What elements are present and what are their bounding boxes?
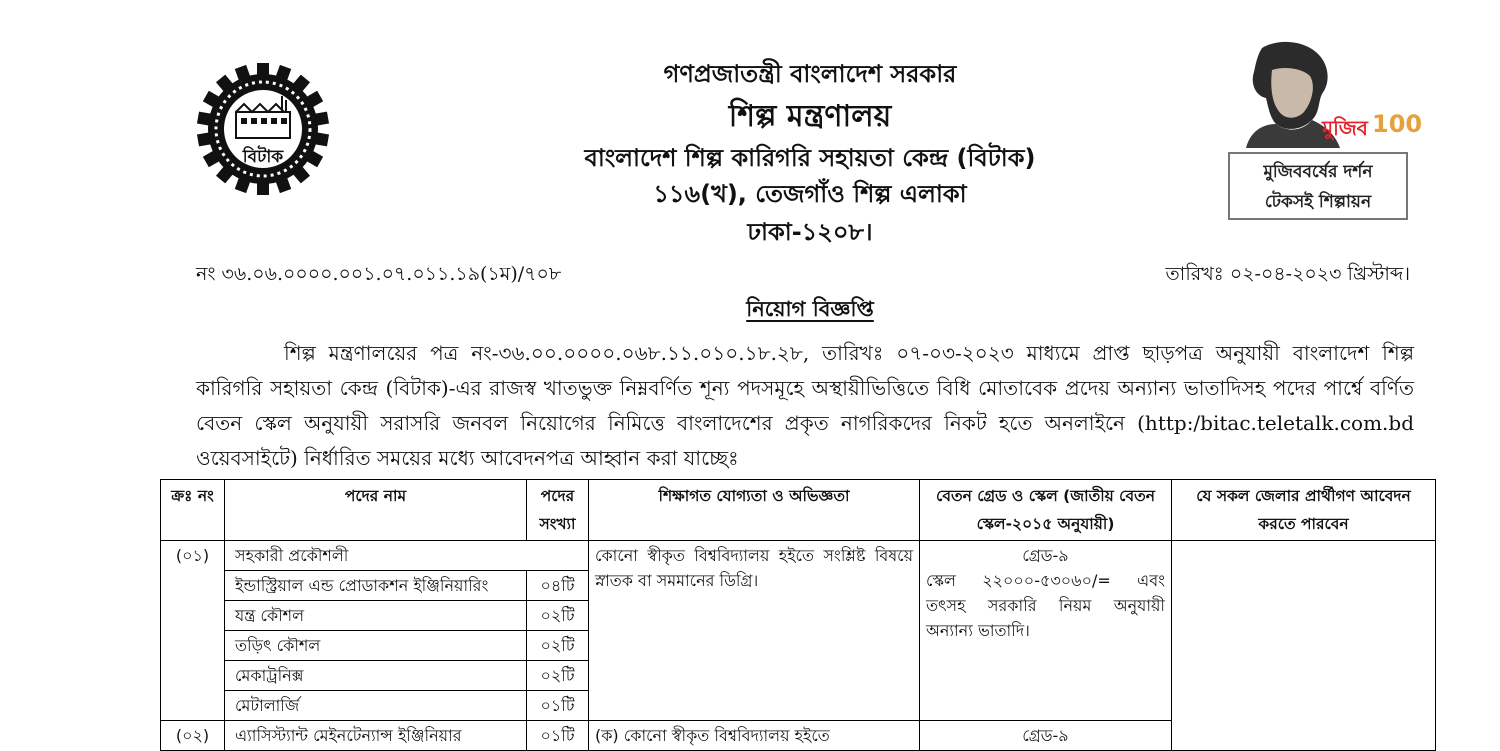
notice-body: শিল্প মন্ত্রণালয়ের পত্র নং-৩৬.০০.০০০০.০৬৮.১১.০১০.১৮.২৮, তারিখঃ ০৭-০৩-২০২৩ মাধ্যমে প্রাপ্ত ছাড়পত্র অনুযায়ী বাংলাদেশ শিল্প কারিগরি সহায়তা কেন্দ্র (বিটাক)-এর রাজস্ব খাতভুক্ত নিম্নবর্ণিত শূন্য পদসমূহে অস্থায়ীভিত্তিতে বিধি মোতাবেক প্রদেয় অন্যান্য ভাতাদিসহ পদের পার্শ্বে বর্ণিত বেতন স্কেল অনুযায়ী সরাসরি জনবল নিয়োগের নিমিত্তে বাংলাদেশের প্রকৃত নাগরিকদের নিকট হতে অনলাইনে (http:/bitac.teletalk.com.bd ওয়েবসাইটে) নির্ধারিত সময়ের মধ্যে আবেদনপত্র আহ্বান করা যাচ্ছেঃ bbox=[196, 341, 1414, 470]
row1-sub-count: ০৪টি bbox=[527, 571, 589, 601]
notice-title bbox=[550, 293, 1070, 328]
row2-serial: (০২) bbox=[161, 721, 225, 751]
vacancy-table bbox=[160, 479, 1436, 751]
row1-sub-post: যন্ত্র কৌশল bbox=[225, 601, 527, 631]
memo-reference: নং ৩৬.০৬.০০০০.০০১.০৭.০১১.১৯(১ম)/৭০৮ bbox=[196, 263, 562, 285]
mujib-logo-word: মুজিব bbox=[1322, 116, 1368, 140]
row1-serial: (০১) bbox=[161, 541, 225, 721]
header-count: পদের সংখ্যা bbox=[527, 480, 589, 541]
row2-grade: গ্রেড-৯ bbox=[920, 721, 1172, 751]
gear-seal-icon bbox=[196, 62, 330, 196]
header-districts: যে সকল জেলার প্রার্থীগণ আবেদন করতে পারবেন bbox=[1172, 480, 1436, 541]
seal-center-text: বিটাক bbox=[242, 147, 284, 167]
row1-sub-post: মেটালার্জি bbox=[225, 691, 527, 721]
organization-title: বাংলাদেশ শিল্প কারিগরি সহায়তা কেন্দ্র (বিটাক) bbox=[584, 144, 1036, 172]
header-qualification: শিক্ষাগত যোগ্যতা ও অভিজ্ঞতা bbox=[589, 480, 920, 541]
row1-qualification: কোনো স্বীকৃত বিশ্ববিদ্যালয় হইতে সংশ্লিষ্ট বিষয়ে স্নাতক বা সমমানের ডিগ্রি। bbox=[589, 541, 920, 721]
bitac-seal-logo bbox=[196, 62, 330, 196]
table-header-row bbox=[161, 480, 1436, 541]
row1-sub-count: ০২টি bbox=[527, 661, 589, 691]
header-post: পদের নাম bbox=[225, 480, 527, 541]
mujib-slogan-box bbox=[1228, 152, 1408, 220]
row1-sub-post: ইন্ডাস্ট্রিয়াল এন্ড প্রোডাকশন ইঞ্জিনিয়ারিং bbox=[225, 571, 527, 601]
row1-grade-cell bbox=[920, 541, 1172, 721]
mujib-logo-number: 100 bbox=[1372, 110, 1423, 138]
districts-cell bbox=[1172, 541, 1436, 751]
header-grade: বেতন গ্রেড ও স্কেল (জাতীয় বেতন স্কেল-২০১৫ অনুযায়ী) bbox=[920, 480, 1172, 541]
organization-city: ঢাকা-১২০৮। bbox=[747, 218, 873, 246]
row1-sub-post: তড়িৎ কৌশল bbox=[225, 631, 527, 661]
mujib-slogan-line2: টেকসই শিল্পায়ন bbox=[1264, 192, 1372, 212]
mujib-slogan-line1: মুজিববর্ষের দর্শন bbox=[1263, 162, 1373, 182]
header-serial: ক্রঃ নং bbox=[161, 480, 225, 541]
row1-sub-count: ০২টি bbox=[527, 601, 589, 631]
mujib-100-logo bbox=[1226, 40, 1423, 226]
row2-post: এ্যাসিস্ট্যান্ট মেইনটেন্যান্স ইঞ্জিনিয়ার bbox=[225, 721, 527, 751]
memo-date: তারিখঃ ০২-০৪-২০২৩ খ্রিস্টাব্দ। bbox=[1165, 263, 1410, 285]
row1-scale: স্কেল ২২০০০-৫৩০৬০/= এবং তৎসহ সরকারি নিয়ম অনুযায়ী অন্যান্য ভাতাদি। bbox=[926, 571, 1165, 640]
government-title: গণপ্রজাতন্ত্রী বাংলাদেশ সরকার bbox=[663, 60, 957, 88]
organization-address: ১১৬(খ), তেজগাঁও শিল্প এলাকা bbox=[653, 180, 967, 208]
row1-sub-post: মেকাট্রনিক্স bbox=[225, 661, 527, 691]
table-row bbox=[161, 541, 1436, 571]
ministry-title: শিল্প মন্ত্রণালয় bbox=[728, 99, 892, 134]
row1-post: সহকারী প্রকৌশলী bbox=[225, 541, 589, 571]
row1-grade: গ্রেড-৯ bbox=[1022, 546, 1069, 565]
notice-title-text: নিয়োগ বিজ্ঞপ্তি bbox=[746, 296, 874, 321]
row1-sub-count: ০২টি bbox=[527, 631, 589, 661]
row1-sub-count: ০১টি bbox=[527, 691, 589, 721]
row2-count: ০১টি bbox=[527, 721, 589, 751]
row2-qualification: (ক) কোনো স্বীকৃত বিশ্ববিদ্যালয় হইতে bbox=[589, 721, 920, 751]
